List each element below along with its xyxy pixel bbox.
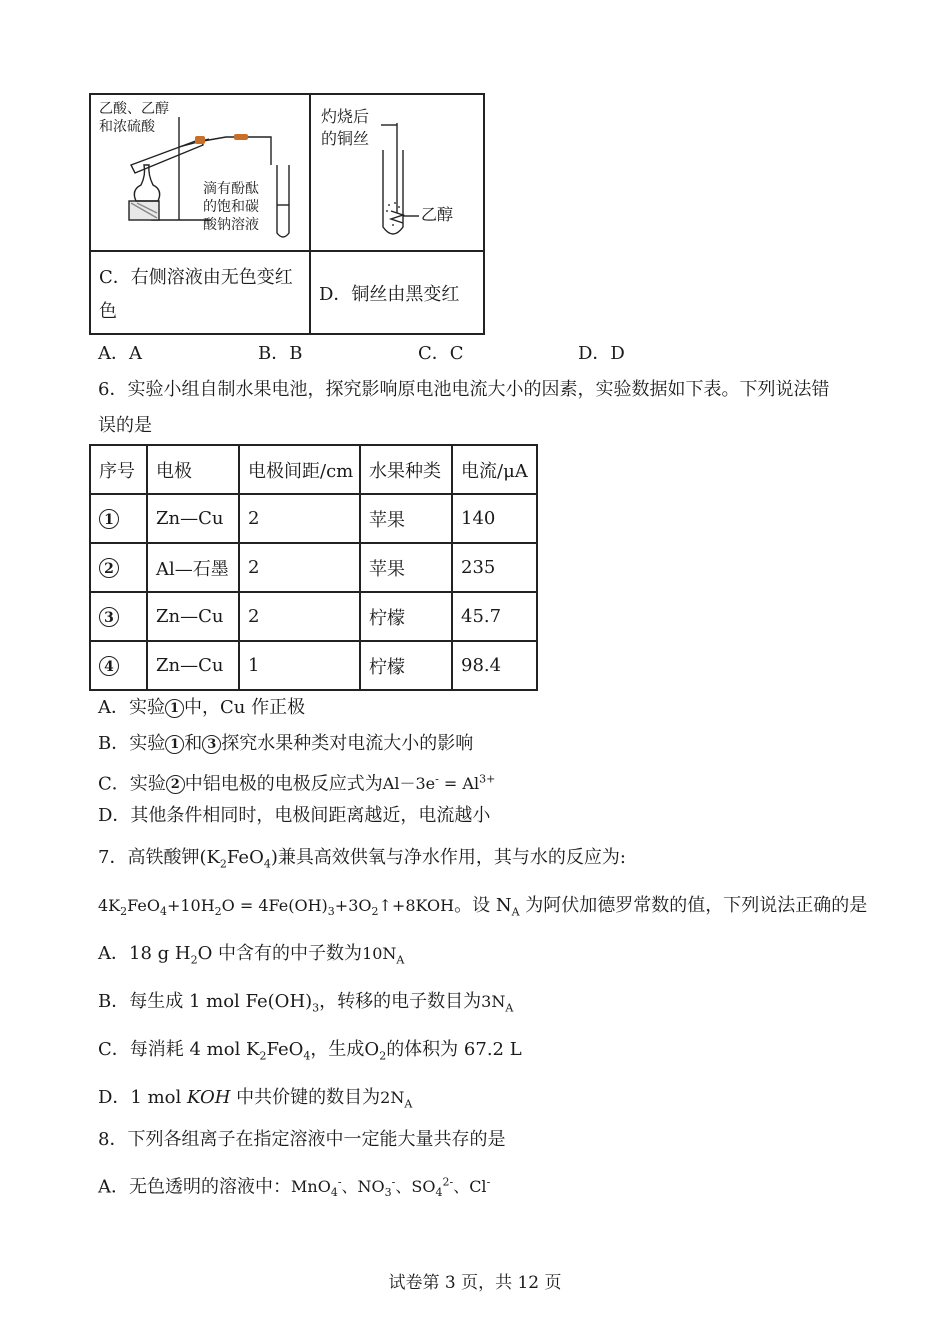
q6-stem-line2: 误的是 [98, 415, 152, 436]
cell-electrode: Al—石墨 [147, 543, 239, 592]
q8-stem: 8．下列各组离子在指定溶液中一定能大量共存的是 [98, 1129, 506, 1150]
option-d-text: D．铜丝由黑变红 [319, 284, 460, 305]
table-row [90, 494, 537, 543]
table-row [90, 543, 537, 592]
header-current: 电流/μA [452, 445, 537, 494]
cell-electrode: Zn—Cu [147, 592, 239, 641]
solution-label-line3: 酸钠溶液 [203, 217, 259, 233]
q7-reaction-equation: $4K_2FeO_4+10H_2O$ = $4Fe(OH)_3+3O_2↑+8KOH$。设 $N_A$ 为阿伏加德罗常数的值，下列说法正确的是 [98, 895, 868, 919]
fruit-battery-table [89, 444, 538, 691]
row-index-circle: 4 [99, 656, 119, 676]
table-row [90, 641, 537, 690]
cell-distance: 2 [239, 543, 360, 592]
q6-option-b: B．实验 1 和 3 探究水果种类对电流大小的影响 [98, 733, 474, 754]
cell-current: 140 [452, 494, 537, 543]
option-c-text-line2: 色 [99, 301, 117, 322]
cell-fruit: 苹果 [360, 543, 452, 592]
q6-option-d: D．其他条件相同时，电极间距离越近，电流越小 [98, 805, 491, 826]
cell-current: 235 [452, 543, 537, 592]
header-fruit: 水果种类 [360, 445, 452, 494]
header-distance: 电极间距/cm [239, 445, 360, 494]
q5-choice-c: C．C [418, 343, 464, 364]
solution-label-line1: 滴有酚酞 [203, 181, 259, 197]
q6-option-c: C．实验 2 中铝电极的电极反应式为$Al-3e^- = Al^{3+}$ [98, 773, 496, 795]
q7-option-a: A．18 g $H_2O$ 中含有的中子数为$10N_A$ [98, 943, 405, 967]
q5-choice-b: B．B [258, 343, 303, 364]
q7-option-d: D．1 mol KOH 中共价键的数目为$2N_A$ [98, 1087, 413, 1111]
cell-fruit: 苹果 [360, 494, 452, 543]
table-header-row [90, 445, 537, 494]
reagents-label-line1: 乙酸、乙醇 [99, 101, 169, 117]
q7-stem: 7．高铁酸钾$(K_2FeO_4)$兼具高效供氧与净水作用，其与水的反应为: [98, 847, 626, 871]
row-index-circle: 2 [99, 558, 119, 578]
q7-option-c: C．每消耗 4 mol $K_2FeO_4$，生成$O_2$的体积为 67.2 L [98, 1039, 522, 1063]
copper-label-line2: 的铜丝 [321, 129, 370, 148]
q6-option-a: A．实验 1 中，Cu 作正极 [98, 697, 306, 718]
q6-stem-line1: 6．实验小组自制水果电池，探究影响原电池电流大小的因素，实验数据如下表。下列说法错 [98, 379, 830, 400]
cell-fruit: 柠檬 [360, 592, 452, 641]
apparatus-figure-table [89, 93, 485, 335]
page-footer: 试卷第 3 页，共 12 页 [388, 1273, 562, 1293]
q8-option-a: A．无色透明的溶液中：MnO$_4$-、$NO_3^-$、$SO_4^{2-}$、Cl- [98, 1176, 491, 1200]
cell-current: 45.7 [452, 592, 537, 641]
cell-electrode: Zn—Cu [147, 641, 239, 690]
q5-choice-d: D．D [578, 343, 625, 364]
solution-label-line2: 的饱和碳 [203, 199, 259, 215]
cell-distance: 2 [239, 494, 360, 543]
table-row [90, 592, 537, 641]
cell-distance: 1 [239, 641, 360, 690]
q5-choice-a: A．A [98, 343, 142, 364]
q7-option-b: B．每生成 1 mol $Fe(OH)_3$，转移的电子数目为$3N_A$ [98, 991, 514, 1015]
copper-label-line1: 灼烧后 [321, 107, 370, 126]
header-electrode: 电极 [147, 445, 239, 494]
reagents-label-line2: 和浓硫酸 [99, 119, 155, 135]
cell-electrode: Zn—Cu [147, 494, 239, 543]
ethanol-label: 乙醇 [421, 205, 454, 224]
option-c-text-line1: C．右侧溶液由无色变红 [99, 267, 293, 288]
cell-fruit: 柠檬 [360, 641, 452, 690]
figure-divider-horizontal [91, 250, 483, 252]
header-index: 序号 [90, 445, 147, 494]
cell-current: 98.4 [452, 641, 537, 690]
row-index-circle: 3 [99, 607, 119, 627]
row-index-circle: 1 [99, 509, 119, 529]
cell-distance: 2 [239, 592, 360, 641]
